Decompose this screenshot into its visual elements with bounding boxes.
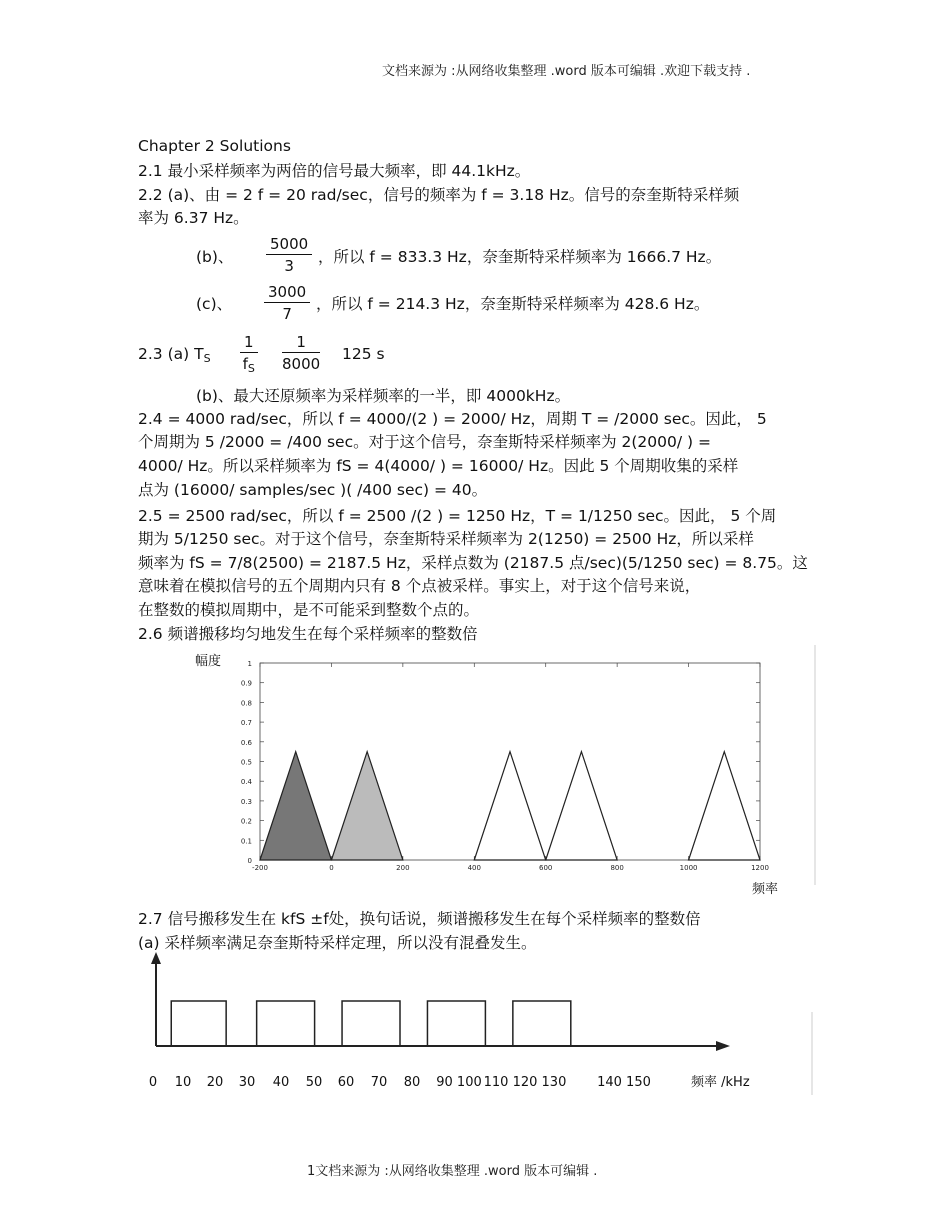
fs-subscript: S: [247, 362, 255, 375]
solution-2-2a: 2.2 (a)、由 = 2 f = 20 rad/sec，信号的频率为 f = 3.18 Hz。信号的奈奎斯特采样频: [138, 186, 740, 204]
solution-2-7a: (a) 采样频率满足奈奎斯特采样定理，所以没有混叠发生。: [138, 934, 537, 952]
ts-subscript: S: [203, 352, 211, 365]
x-tick-label: 20: [206, 1075, 224, 1090]
x-tick-label: 140 150: [597, 1075, 651, 1090]
x-tick-label: 10: [174, 1075, 192, 1090]
x-axis-label: 频率: [752, 882, 779, 897]
spectrum-rectangle: [513, 1001, 571, 1046]
x-tick-label: 200: [396, 864, 410, 872]
spectrum-triangle-1: [260, 752, 331, 860]
y-tick-label: 0.7: [240, 719, 252, 728]
solution-2-6: 2.6 频谱搬移均匀地发生在每个采样频率的整数倍: [138, 625, 478, 643]
solution-2-3a-value: 125 s: [342, 345, 385, 363]
spectrum-rectangle: [427, 1001, 485, 1046]
solution-2-4-line1: 2.4 = 4000 rad/sec，所以 f = 4000/(2 ) = 2000/ Hz，周期 T = /2000 sec。因此， 5: [138, 410, 767, 428]
x-tick-label: 70: [370, 1075, 388, 1090]
aliasing-chart: [140, 950, 820, 1095]
spectrum-chart: [185, 645, 825, 900]
spectrum-rectangle: [257, 1001, 315, 1046]
solution-2-4-line3: 4000/ Hz。所以采样频率为 fS = 4(4000/ ) = 16000/ Hz。因此 5 个周期收集的采样: [138, 457, 739, 475]
page-footer: 1文档来源为 :从网络收集整理 .word 版本可编辑 .: [307, 1164, 598, 1179]
x-tick-label: -200: [252, 864, 268, 872]
solution-2-2c-text: ，所以 f = 214.3 Hz，奈奎斯特采样频率为 428.6 Hz。: [316, 295, 710, 313]
x-axis-label: 频率 /kHz: [691, 1075, 750, 1090]
solution-2-7: 2.7 信号搬移发生在 kfS ±f处，换句话说，频谱搬移发生在每个采样频率的整数倍: [138, 910, 701, 928]
x-tick-label: 40: [272, 1075, 290, 1090]
x-tick-label: 50: [305, 1075, 323, 1090]
spectrum-triangle-3: [474, 752, 545, 860]
solution-2-1: 2.1 最小采样频率为两倍的信号最大频率，即 44.1kHz。: [138, 162, 531, 180]
solution-2-5-line1: 2.5 = 2500 rad/sec，所以 f = 2500 /(2 ) = 1250 Hz，T = 1/1250 sec。因此， 5 个周: [138, 507, 777, 525]
y-tick-label: 0.3: [240, 797, 252, 806]
y-tick-label: 1: [247, 660, 252, 668]
fraction-numerator: 1: [240, 332, 258, 353]
fraction-numerator: 3000: [264, 282, 310, 303]
solution-2-5-line3: 频率为 fS = 7/8(2500) = 2187.5 Hz，采样点数为 (2187.5 点/sec)(5/1250 sec) = 8.75。这: [138, 554, 808, 572]
plot-frame: [260, 663, 760, 860]
fraction-denominator: 3: [284, 257, 294, 275]
page-header: 文档来源为 :从网络收集整理 .word 版本可编辑 .欢迎下载支持 .: [382, 64, 751, 79]
x-tick-label: 60: [337, 1075, 355, 1090]
solution-2-5-line5: 在整数的模拟周期中，是不可能采到整数个点的。: [138, 601, 480, 619]
x-tick-label: 110 120 130: [483, 1075, 567, 1090]
y-tick-label: 0.2: [240, 817, 252, 826]
y-tick-label: 0.6: [240, 738, 252, 747]
x-tick-label: 80: [403, 1075, 421, 1090]
x-tick-label: 0: [148, 1075, 158, 1090]
chapter-title: Chapter 2 Solutions: [138, 137, 291, 155]
y-axis-label: 幅度: [195, 654, 222, 669]
y-tick-label: 0.5: [240, 758, 252, 767]
fraction-1-fs: [240, 332, 258, 380]
y-tick-label: 0.8: [240, 699, 252, 708]
fraction-1-8000: [282, 332, 320, 375]
x-tick-label: 1000: [679, 864, 698, 872]
y-axis-arrow-icon: [151, 952, 161, 964]
y-tick-label: 0.9: [240, 679, 252, 688]
fraction-5000-3: [266, 234, 312, 277]
spectrum-rectangle: [171, 1001, 226, 1046]
y-tick-label: 0: [247, 857, 252, 865]
spectrum-triangle-5: [689, 752, 760, 860]
solution-2-2b-label: (b)、: [196, 248, 234, 266]
x-tick-label: 1200: [751, 864, 769, 872]
fraction-denominator: 8000: [282, 355, 321, 373]
x-tick-label: 90 100: [436, 1075, 482, 1090]
ts-symbol: 2.3 (a) T: [138, 345, 204, 363]
x-tick-label: 400: [467, 864, 481, 872]
spectrum-rectangle: [342, 1001, 400, 1046]
x-tick-label: 600: [539, 864, 553, 872]
y-tick-label: 0.4: [240, 778, 252, 787]
solution-2-4-line2: 个周期为 5 /2000 = /400 sec。对于这个信号，奈奎斯特采样频率为 2(2000/ ) =: [138, 433, 711, 451]
solution-2-2c-label: (c)、: [196, 295, 233, 313]
y-tick-label: 0.1: [240, 837, 252, 846]
x-tick-label: 30: [238, 1075, 256, 1090]
fraction-3000-7: [264, 282, 310, 325]
solution-2-5-line2: 期为 5/1250 sec。对于这个信号，奈奎斯特采样频率为 2(1250) = 2500 Hz，所以采样: [138, 530, 754, 548]
spectrum-triangle-2: [331, 752, 402, 860]
solution-2-2a-cont: 率为 6.37 Hz。: [138, 209, 249, 227]
fraction-numerator: 5000: [266, 234, 312, 255]
solution-2-4-line4: 点为 (16000/ samples/sec )( /400 sec) = 40。: [138, 481, 488, 499]
x-tick-label: 0: [329, 864, 334, 872]
solution-2-3a-label: [138, 343, 211, 370]
x-tick-label: 800: [610, 864, 624, 872]
spectrum-triangle-4: [546, 752, 617, 860]
fs-symbol: f: [242, 355, 248, 373]
solution-2-3b: (b)、最大还原频率为采样频率的一半，即 4000kHz。: [196, 387, 571, 405]
solution-2-5-line4: 意味着在模拟信号的五个周期内只有 8 个点被采样。事实上，对于这个信号来说，: [138, 577, 701, 595]
x-axis-arrow-icon: [716, 1041, 730, 1051]
fraction-denominator: 7: [282, 305, 292, 323]
fraction-denominator: [240, 353, 258, 380]
fraction-numerator: 1: [282, 332, 320, 353]
solution-2-2b-text: ，所以 f = 833.3 Hz，奈奎斯特采样频率为 1666.7 Hz。: [318, 248, 722, 266]
